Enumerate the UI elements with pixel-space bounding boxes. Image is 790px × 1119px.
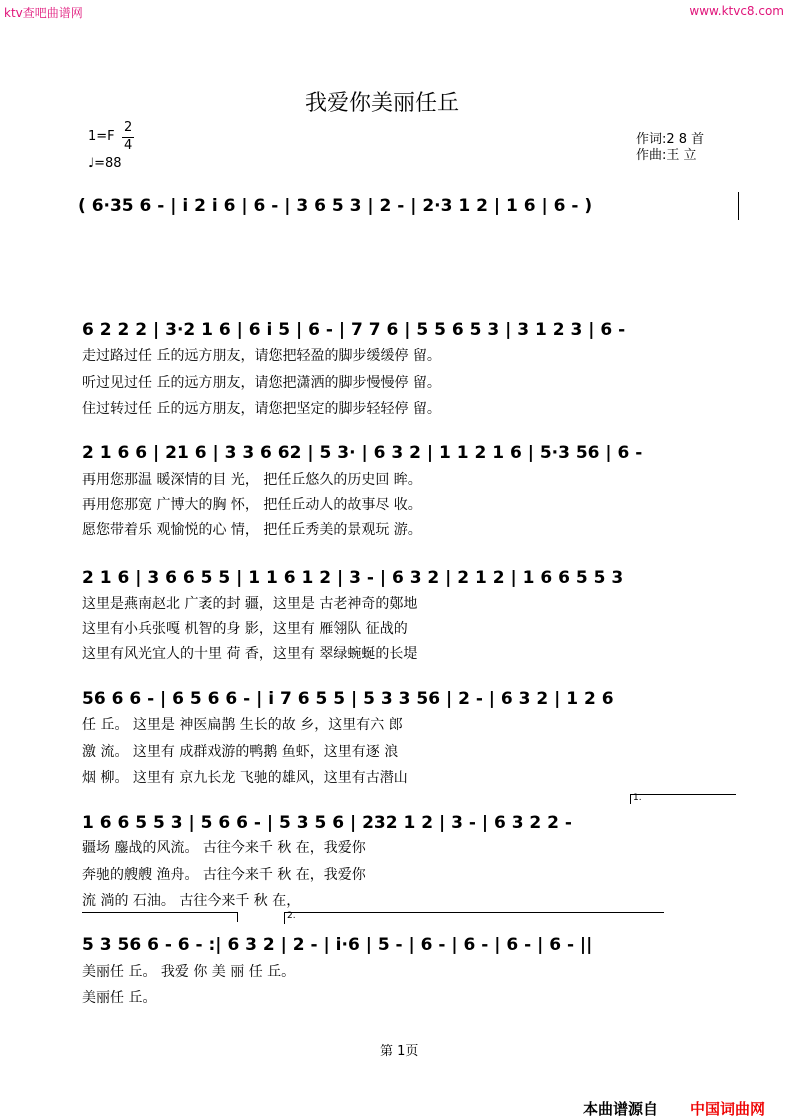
site-url-right[interactable]: www.ktvc8.com [689, 4, 784, 18]
lyric-line: 再用您那温 暖深情的目 光， 把任丘悠久的历史回 眸。 [82, 472, 422, 488]
barline [738, 192, 739, 220]
lyric-line: 住过转过任 丘的远方朋友，请您把坚定的脚步轻轻停 留。 [82, 401, 441, 417]
song-title: 我爱你美丽任丘 [305, 91, 460, 116]
tempo-marking [88, 156, 122, 171]
lyric-line: 流 淌的 石油。 古往今来千 秋 在， [82, 893, 301, 909]
lyric-line: 这里有风光宜人的十里 荷 香，这里有 翠绿蜿蜒的长堤 [82, 646, 418, 662]
lyric-line: 烟 柳。 这里有 京九长龙 飞驰的雄风，这里有古潜山 [82, 770, 408, 786]
lyric-line: 走过路过任 丘的远方朋友，请您把轻盈的脚步缓缓停 留。 [82, 348, 441, 364]
lyric-line: 激 流。 这里有 成群戏游的鸭鹅 鱼虾，这里有逐 浪 [82, 744, 399, 760]
row-notes: 5 3 56 6 - 6 - :| 6 3 2 | 2 - | i·6 | 5 - | 6 - | 6 - | 6 - | 6 - || [82, 935, 593, 955]
source-label: 本曲谱源自 [583, 1100, 659, 1118]
lyric-line: 美丽任 丘。 [82, 990, 157, 1006]
volta-label-2: 2. [287, 911, 296, 921]
volta-bracket-1 [630, 794, 736, 795]
volta-bracket-2-edge [284, 912, 285, 924]
lyric-line: 愿您带着乐 观愉悦的心 情， 把任丘秀美的景观玩 游。 [82, 522, 422, 538]
lyric-line: 美丽任 丘。 我爱 你 美 丽 任 丘。 [82, 964, 296, 980]
row-notes: 1 6 6 5 5 3 | 5 6 6 - | 5 3 5 6 | 232 1 2 | 3 - | 6 3 2 2 - [82, 813, 572, 833]
lyric-line: 任 丘。 这里是 神医扁鹊 生长的故 乡，这里有六 郎 [82, 717, 403, 733]
lyric-line: 这里是燕南赵北 广袤的封 疆，这里是 古老神奇的鄚地 [82, 596, 418, 612]
row-notes: 2 1 6 6 | 21 6 | 3 3 6 62 | 5 3· | 6 3 2 | 1 1 2 1 6 | 5·3 56 | 6 - [82, 443, 643, 463]
volta-bracket-1-row6-edge [237, 912, 238, 922]
volta-bracket-1-edge [630, 794, 631, 804]
site-name-left[interactable]: ktv查吧曲谱网 [4, 6, 83, 20]
lyric-line: 这里有小兵张嘎 机智的身 影，这里有 雁翎队 征战的 [82, 621, 408, 637]
lyric-line: 奔驰的艘艘 渔舟。 古往今来千 秋 在，我爱你 [82, 867, 366, 883]
tempo-value: =88 [94, 156, 122, 171]
row-notes: 2 1 6 | 3 6 6 5 5 | 1 1 6 1 2 | 3 - | 6 3 2 | 2 1 2 | 1 6 6 5 5 3 [82, 568, 624, 588]
time-numerator: 2 [124, 120, 133, 135]
lyric-line: 听过见过任 丘的远方朋友，请您把潇洒的脚步慢慢停 留。 [82, 375, 441, 391]
volta-bracket-1-row6 [82, 912, 238, 913]
volta-bracket-2 [284, 912, 664, 913]
row-notes: 56 6 6 - | 6 5 6 6 - | i 7 6 5 5 | 5 3 3 56 | 2 - | 6 3 2 | 1 2 6 [82, 689, 614, 709]
row-notes: 6 2 2 2 | 3·2 1 6 | 6 i 5 | 6 - | 7 7 6 | 5 5 6 5 3 | 3 1 2 3 | 6 - [82, 320, 626, 340]
lyric-line: 疆场 鏖战的风流。 古往今来千 秋 在，我爱你 [82, 840, 366, 856]
page-number: 第 1页 [380, 1044, 419, 1059]
time-denominator: 4 [124, 138, 133, 153]
intro-notes: ( 6·35 6 - | i 2 i 6 | 6 - | 3 6 5 3 | 2 - | 2·3 1 2 | 1 6 | 6 - ) [78, 196, 593, 216]
lyric-line: 再用您那宽 广博大的胸 怀， 把任丘动人的故事尽 收。 [82, 497, 422, 513]
lyricist: 作词:2 8 首 [636, 132, 705, 147]
key-signature: 1=F [88, 129, 115, 144]
volta-label-1: 1. [633, 793, 642, 803]
source-site[interactable]: 中国词曲网 [690, 1100, 766, 1118]
note-icon: ♩ [88, 156, 95, 171]
composer: 作曲:王 立 [636, 148, 697, 163]
